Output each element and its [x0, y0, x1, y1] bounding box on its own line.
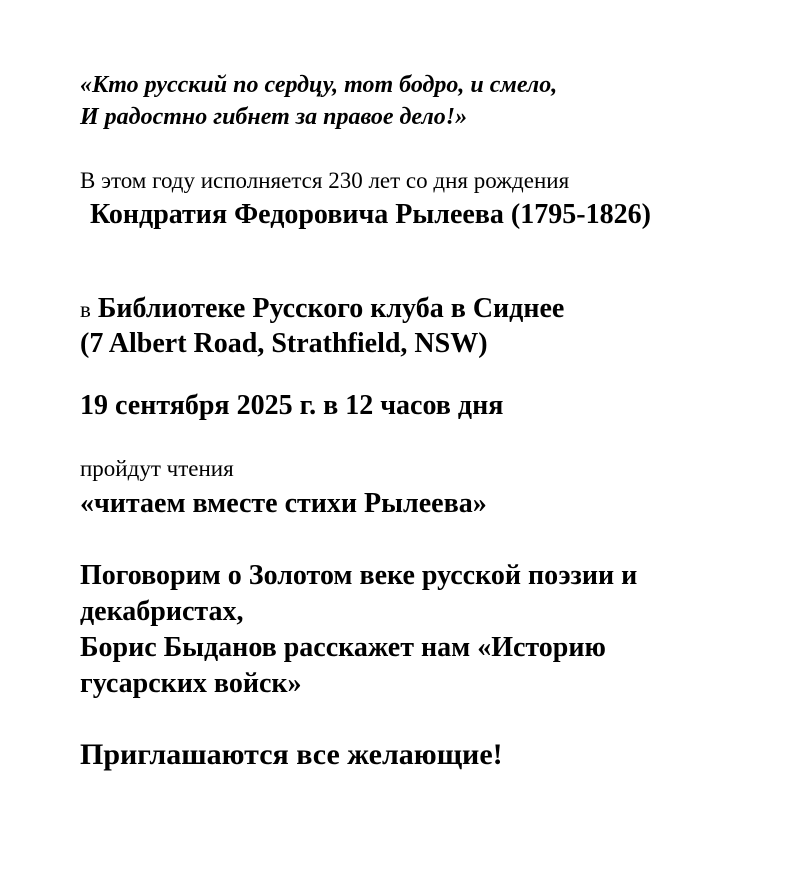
anniversary-intro: В этом году исполняется 230 лет со дня рождения: [80, 168, 570, 193]
venue-address: (7 Albert Road, Strathfield, NSW): [80, 328, 488, 359]
program-line-3: Борис Быданов расскажет нам «Историю: [80, 632, 606, 663]
epigraph-line-1: «Кто русский по сердцу, тот бодро, и смело,: [80, 72, 558, 98]
reading-intro: пройдут чтения: [80, 456, 234, 481]
epigraph-line-2: И радостно гибнет за правое дело!»: [80, 104, 468, 130]
program-line-1: Поговорим о Золотом веке русской поэзии и: [80, 560, 638, 591]
program-line-2: декабристах,: [80, 596, 244, 627]
invitation: Приглашаются все желающие!: [80, 738, 503, 771]
venue-line: [80, 293, 564, 325]
program-line-4: гусарских войск»: [80, 668, 302, 699]
reading-title: «читаем вместе стихи Рылеева»: [80, 488, 487, 519]
event-datetime: 19 сентября 2025 г. в 12 часов дня: [80, 390, 504, 421]
venue-name: Библиотеке Русского клуба в Сиднее: [97, 293, 565, 324]
anniversary-name: Кондратия Федоровича Рылеева (1795-1826): [90, 199, 651, 230]
venue-prefix: в: [80, 297, 91, 322]
